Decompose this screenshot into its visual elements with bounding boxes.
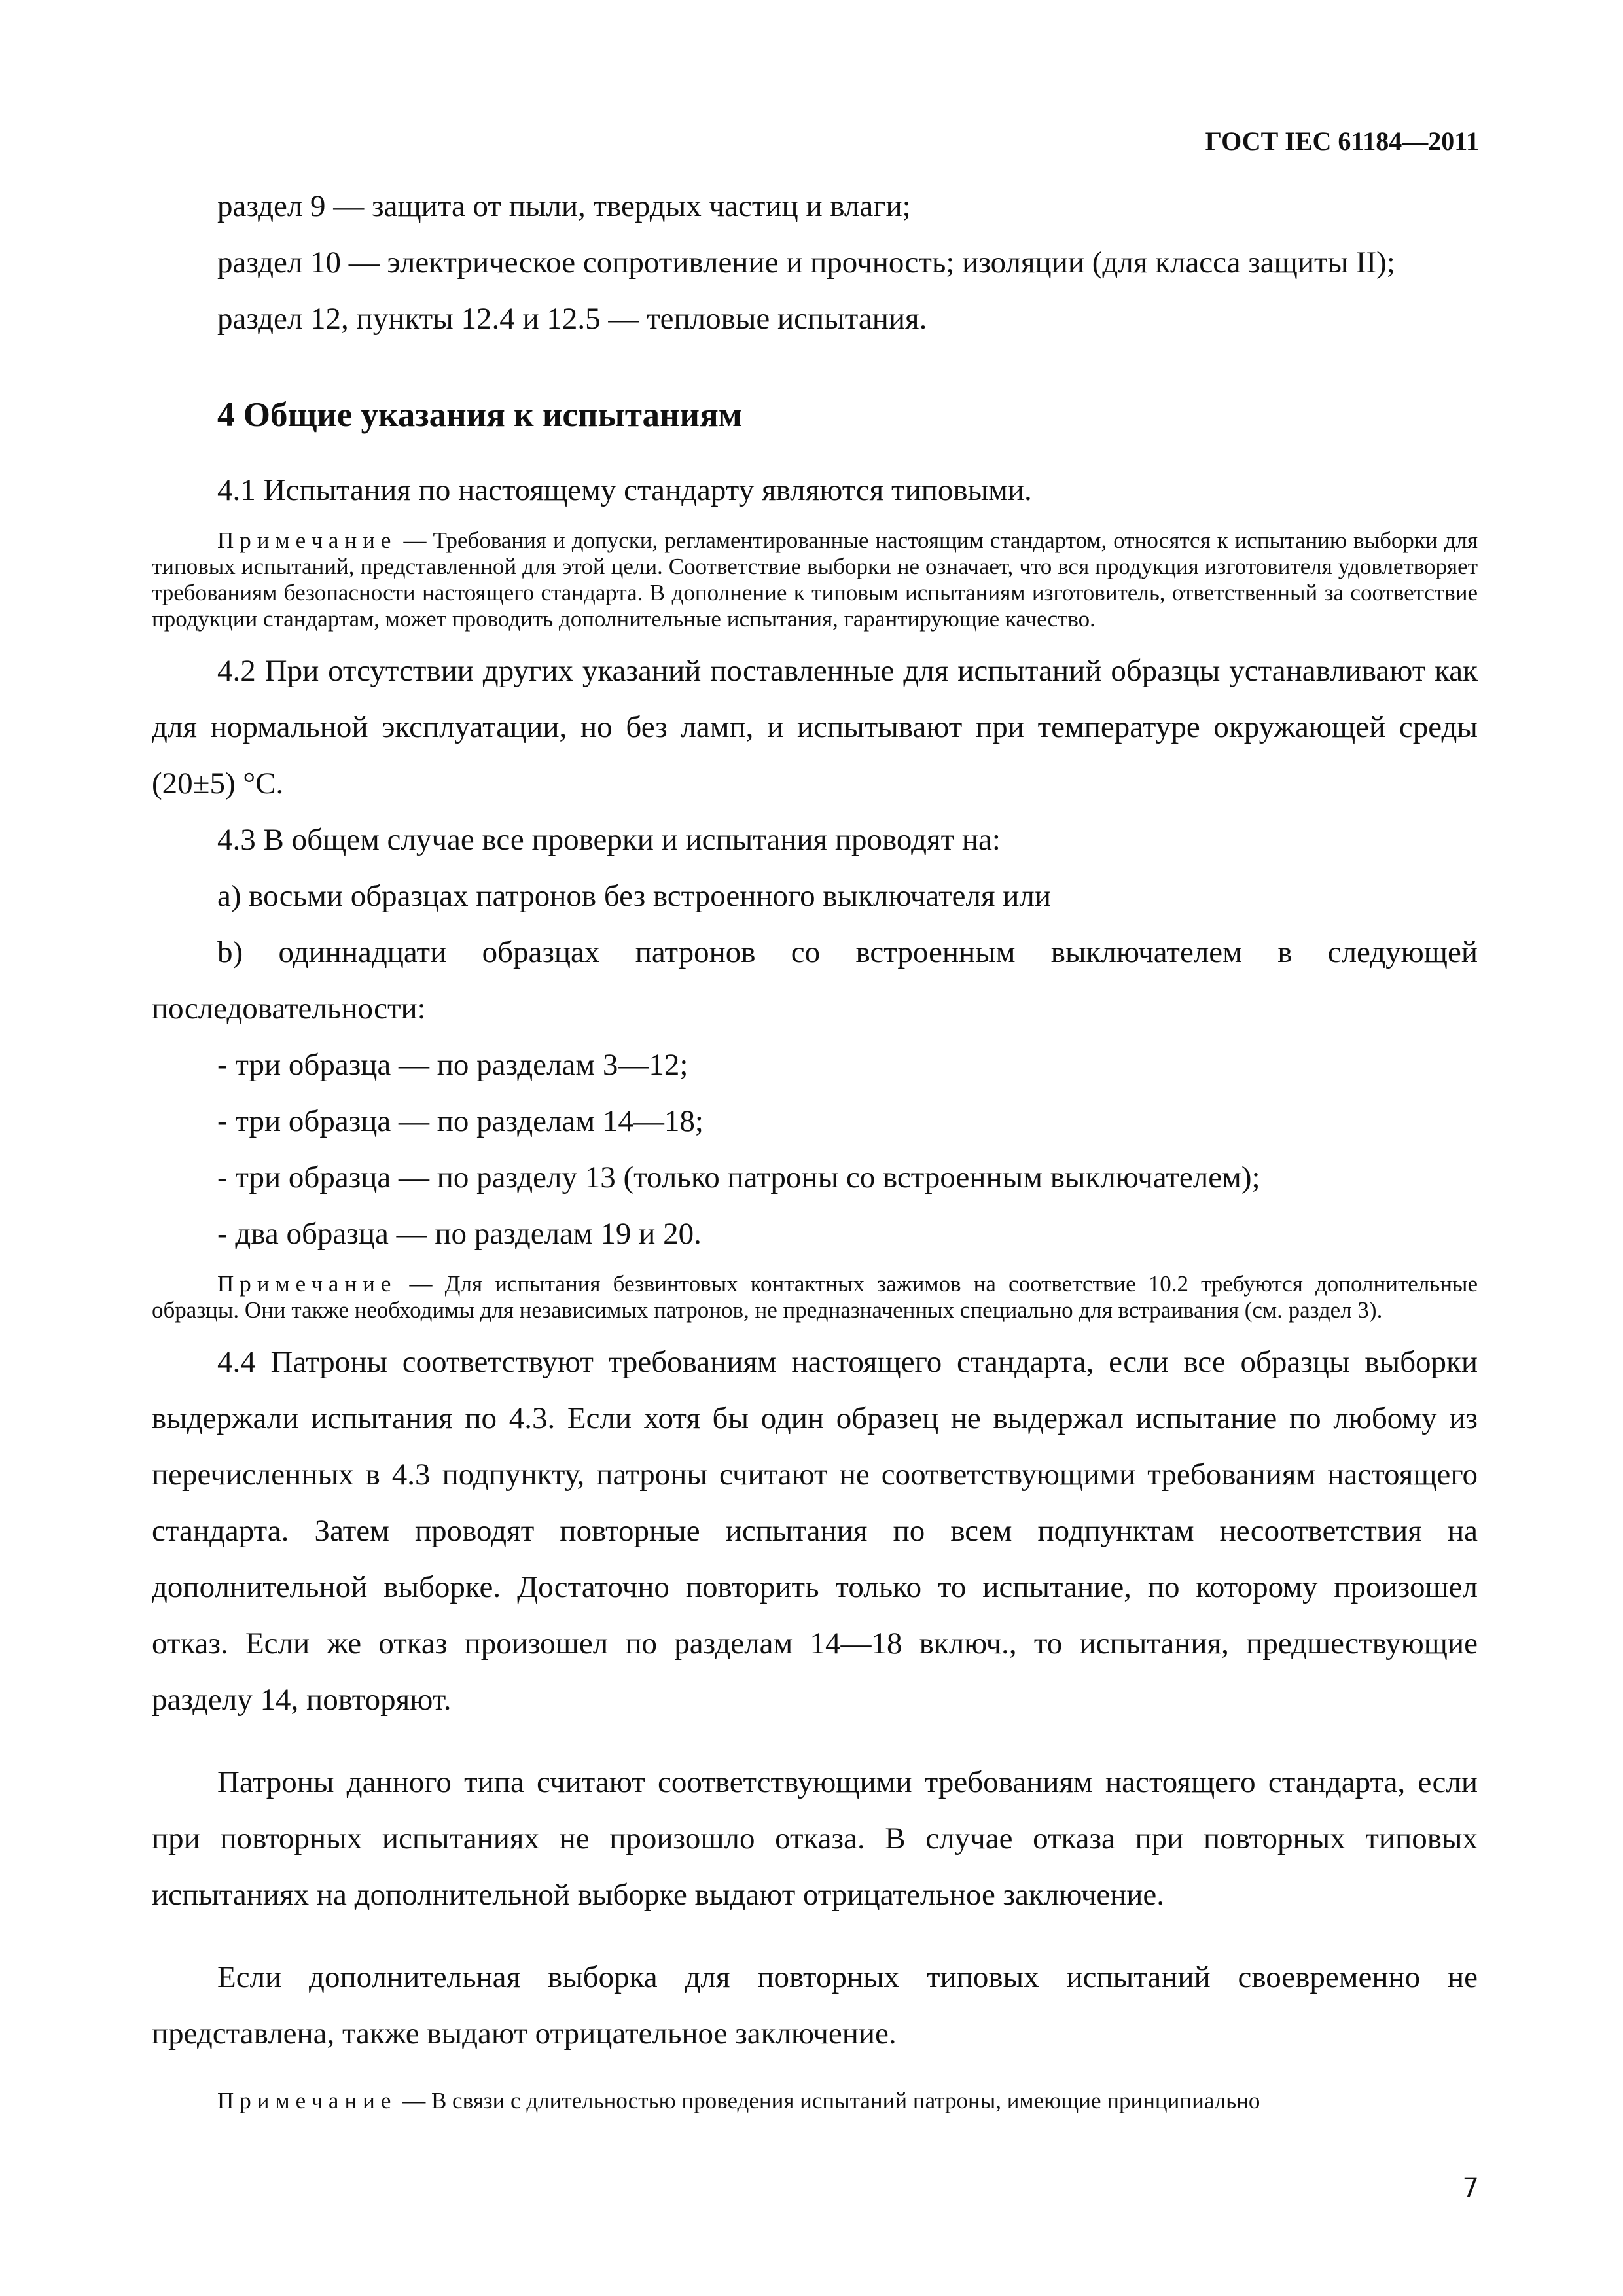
note-label: Примечание bbox=[217, 1271, 397, 1297]
note-2 bbox=[152, 1271, 1478, 1323]
list-item: - два образца — по разделам 19 и 20. bbox=[217, 1217, 702, 1251]
paragraph-4-2: 4.2 При отсутствии других указаний поставленные для испытаний образцы устанавливают как для нормальной эксплуатации, но без ламп, и испытывают при температуре окружающей среды (20±5) °C. bbox=[152, 654, 1478, 800]
section-title: 4 Общие указания к испытаниям bbox=[217, 396, 742, 434]
note-label: Примечание bbox=[217, 528, 397, 553]
paragraph-4-3: 4.3 В общем случае все проверки и испытания проводят на: bbox=[217, 823, 1001, 857]
item-b: b) одиннадцати образцах патронов со встроенным выключателем в следующей последовательности: bbox=[152, 935, 1478, 1026]
document-header: ГОСТ IEC 61184—2011 bbox=[1205, 126, 1479, 156]
paragraph-4-4: 4.4 Патроны соответствуют требованиям настоящего стандарта, если все образцы выборки выдержали испытания по 4.3. Если хотя бы один образец не выдержал испытание по любому из перечисленных в 4.3 подпункту, патроны считают не соответствующими требованиям настоящего стандарта. Затем проводят повторные испытания по всем подпунктам несоответствия на дополнительной выборке. Достаточно повторить только то испытание, по которому произошел отказ. Если же отказ произошел по разделам 14—18 включ., то испытания, предшествующие разделу 14, повторяют. bbox=[152, 1345, 1478, 1717]
paragraph-types: Патроны данного типа считают соответствующими требованиям настоящего стандарта, если при повторных испытаниях не произошло отказа. В случае отказа при повторных типовых испытаниях на дополнительной выборке выдают отрицательное заключение. bbox=[152, 1765, 1478, 1912]
page-number: 7 bbox=[1462, 2173, 1479, 2203]
paragraph-additional: Если дополнительная выборка для повторных типовых испытаний своевременно не представлена, также выдают отрицательное заключение. bbox=[152, 1960, 1478, 2051]
item-a: a) восьми образцах патронов без встроенного выключателя или bbox=[217, 879, 1052, 913]
note-label: Примечание bbox=[217, 2088, 397, 2113]
intro-line-2: раздел 10 — электрическое сопротивление и прочность; изоляции (для класса защиты II); bbox=[217, 245, 1395, 279]
paragraph-4-1: 4.1 Испытания по настоящему стандарту являются типовыми. bbox=[217, 473, 1032, 507]
note-text: — Для испытания безвинтовых контактных зажимов на соответствие 10.2 требуются дополнительные образцы. Они также необходимы для независимых патронов, не предназначенных специально для встраивания (см. раздел 3). bbox=[152, 1271, 1478, 1323]
list-item: - три образца — по разделам 3—12; bbox=[217, 1048, 688, 1082]
list-item: - три образца — по разделу 13 (только патроны со встроенным выключателем); bbox=[217, 1160, 1260, 1194]
note-1 bbox=[152, 528, 1478, 632]
intro-line-1: раздел 9 — защита от пыли, твердых частиц и влаги; bbox=[217, 189, 911, 223]
page-content bbox=[152, 178, 1478, 2125]
list-item: - три образца — по разделам 14—18; bbox=[217, 1104, 704, 1138]
note-text: — Требования и допуски, регламентированные настоящим стандартом, относятся к испытанию выборки для типовых испытаний, представленной для этой цели. Соответствие выборки не означает, что вся продукция изготовителя удовлетворяет требованиям безопасности настоящего стандарта. В дополнение к типовым испытаниям изготовитель, ответственный за соответствие продукции стандартам, может проводить дополнительные испытания, гарантирующие качество. bbox=[152, 528, 1478, 632]
note-3 bbox=[152, 2088, 1478, 2114]
intro-line-3: раздел 12, пункты 12.4 и 12.5 — тепловые испытания. bbox=[217, 302, 927, 336]
note-text: — В связи с длительностью проведения испытаний патроны, имеющие принципиально bbox=[397, 2088, 1260, 2113]
